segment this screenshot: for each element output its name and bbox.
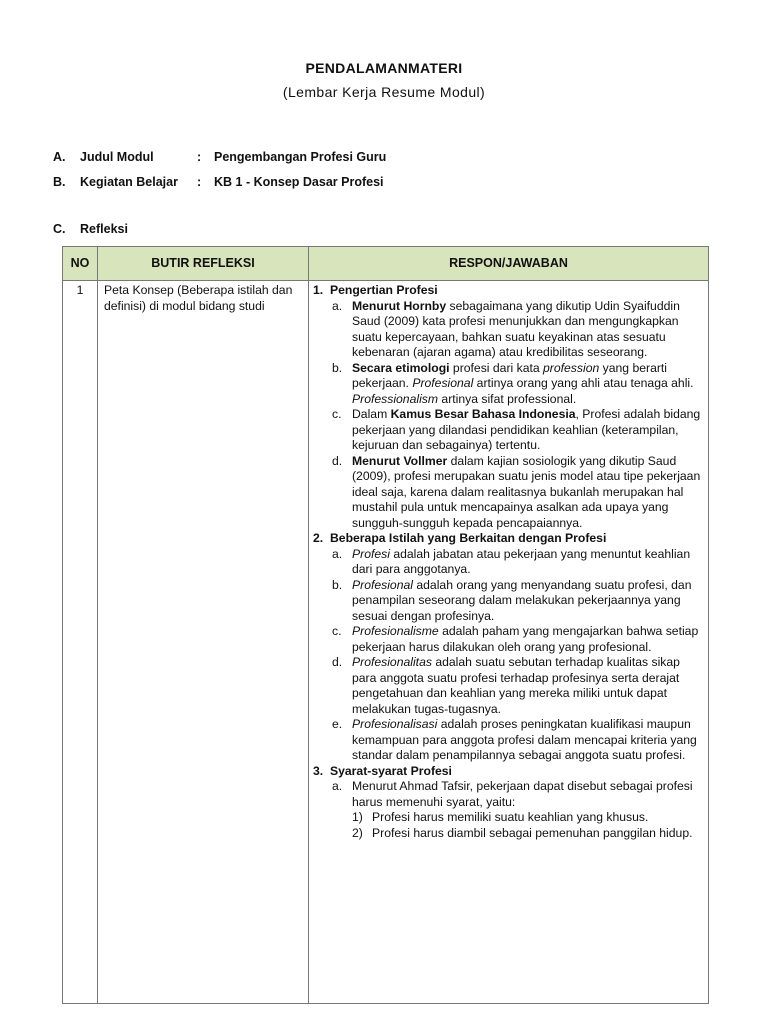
list-item	[313, 578, 704, 625]
header-respon-jawaban: RESPON/JAWABAN	[309, 247, 709, 281]
sub-list-item	[313, 826, 704, 842]
list-item	[313, 717, 704, 764]
item-text	[352, 717, 704, 764]
sub-list-item	[313, 810, 704, 826]
table-header-row	[63, 247, 709, 281]
response-cell	[309, 281, 709, 1004]
bold-term: Menurut Hornby	[352, 298, 447, 313]
list-item	[313, 454, 704, 532]
page-subtitle: (Lembar Kerja Resume Modul)	[282, 84, 486, 100]
italic-term: Profesional	[352, 577, 413, 592]
reflection-label: Refleksi	[80, 222, 128, 236]
item-text	[352, 578, 704, 625]
italic-term: Profesi	[352, 546, 390, 561]
item-letter: a.	[332, 779, 343, 793]
header-butir-refleksi: BUTIR REFLEKSI	[98, 247, 309, 281]
section-number: 3.	[313, 763, 324, 778]
list-item	[313, 361, 704, 408]
item-letter: a.	[332, 546, 343, 561]
item-text	[352, 361, 704, 408]
section-title: Beberapa Istilah yang Berkaitan dengan Profesi	[330, 531, 607, 545]
text-run: sebagaimana yang dikutip Udin Syaifuddin Saud (2009) kata profesi menunjukkan dan mengungkapkan suatu kepercayaan, bahkan suatu keyakinan atas sesuatu kebenaran (ajaran agama) atau kredibilitas seseorang.	[352, 298, 680, 359]
learning-activity-label: Kegiatan Belajar	[80, 175, 178, 189]
row-letter: A.	[53, 150, 66, 164]
italic-term: Profesionalisme	[352, 624, 439, 638]
list-item	[313, 779, 704, 810]
module-title-label: Judul Modul	[80, 150, 154, 164]
item-text	[352, 454, 704, 532]
butir-cell: Peta Konsep (Beberapa istilah dan definisi) di modul bidang studi	[98, 281, 309, 1004]
sub-item-text: Profesi harus diambil sebagai pemenuhan panggilan hidup.	[372, 825, 693, 840]
bold-term: Kamus Besar Bahasa Indonesia	[390, 407, 576, 421]
italic-term: Professionalism	[352, 391, 439, 406]
italic-term: Profesional	[412, 376, 474, 390]
list-item	[313, 655, 704, 717]
text-run: , Profesi adalah bidang pekerjaan yang dilandasi pendidikan keahlian (keterampilan, kejuruan dan sebagainya) tertentu.	[352, 407, 701, 452]
item-text	[352, 547, 704, 578]
table-row	[63, 281, 709, 1004]
text-run: profesi dari kata	[449, 360, 544, 375]
module-title-value: Pengembangan Profesi Guru	[214, 150, 387, 164]
row-letter: B.	[53, 175, 66, 189]
header-no: NO	[63, 247, 98, 281]
item-text	[352, 624, 704, 655]
item-letter: b.	[332, 577, 343, 592]
section-heading	[313, 283, 704, 299]
item-text: Menurut Ahmad Tafsir, pekerjaan dapat disebut sebagai profesi harus memenuhi syarat, yaitu:	[352, 779, 693, 809]
item-letter: c.	[332, 407, 342, 421]
list-item	[313, 407, 704, 454]
bold-term: Secara etimologi	[352, 360, 450, 375]
page-title: PENDALAMANMATERI	[305, 60, 463, 76]
row-number: 1	[63, 281, 98, 1004]
italic-term: profession	[543, 360, 600, 375]
learning-activity-value: KB 1 - Konsep Dasar Profesi	[214, 175, 384, 189]
item-letter: c.	[332, 624, 342, 638]
section-number: 1.	[313, 283, 324, 297]
sub-item-number: 2)	[352, 825, 363, 840]
item-text	[352, 407, 704, 454]
section-heading	[313, 531, 704, 547]
item-text	[352, 299, 704, 361]
item-letter: d.	[332, 655, 343, 669]
item-letter: d.	[332, 453, 343, 468]
text-run: yang berarti pekerjaan.	[352, 360, 668, 390]
item-letter: e.	[332, 717, 343, 731]
sub-item-number: 1)	[352, 810, 363, 824]
list-item	[313, 624, 704, 655]
section-heading	[313, 764, 704, 780]
reflection-table	[62, 246, 709, 1004]
text-run: artinya orang yang ahli atau tenaga ahli.	[473, 376, 694, 390]
section-title: Syarat-syarat Profesi	[330, 763, 452, 778]
italic-term: Profesionalisasi	[352, 717, 438, 731]
colon: :	[197, 175, 202, 189]
item-text	[352, 655, 704, 717]
list-item	[313, 299, 704, 361]
item-letter: b.	[332, 360, 343, 375]
text-run: dalam kajian sosiologik yang dikutip Saud (2009), profesi merupakan suatu jenis model atau tipe pekerjaan ideal saja, karena dalam realitasnya bukanlah merupakan hal mustahil pula untuk mencapainya asalkan ada upaya yang sungguh-sungguh kepada pencapaiannya.	[352, 453, 701, 530]
list-item	[313, 547, 704, 578]
section-number: 2.	[313, 531, 324, 545]
item-letter: a.	[332, 298, 343, 313]
text-run: adalah jabatan atau pekerjaan yang menuntut keahlian dari para anggotanya.	[352, 546, 691, 576]
text-run: adalah orang yang menyandang suatu profesi, dan penampilan seseorang dalam melakukan pekerjaannya yang sesuai dengan profesinya.	[352, 577, 692, 623]
bold-term: Menurut Vollmer	[352, 453, 448, 468]
text-run: adalah suatu sebutan terhadap kualitas sikap para anggota suatu profesi terhadap profesinya serta derajat pengetahuan dan keahlian yang mereka miliki untuk dapat melakukan tugas-tugasnya.	[352, 655, 680, 716]
colon: :	[197, 150, 202, 164]
text-run: artinya sifat professional.	[438, 391, 577, 406]
text-run: adalah proses peningkatan kualifikasi maupun kemampuan para anggota profesi dalam mencapai kriteria yang standar dalam penampilannya sebagai anggota suatu profesi.	[352, 717, 697, 762]
text-run: adalah paham yang mengajarkan bahwa setiap pekerjaan harus dilakukan oleh orang yang profesional.	[352, 624, 699, 654]
text-run: Dalam	[352, 407, 391, 421]
section-title: Pengertian Profesi	[330, 283, 438, 297]
italic-term: Profesionalitas	[352, 655, 432, 669]
sub-item-text: Profesi harus memiliki suatu keahlian yang khusus.	[372, 810, 649, 824]
row-letter: C.	[53, 222, 66, 236]
